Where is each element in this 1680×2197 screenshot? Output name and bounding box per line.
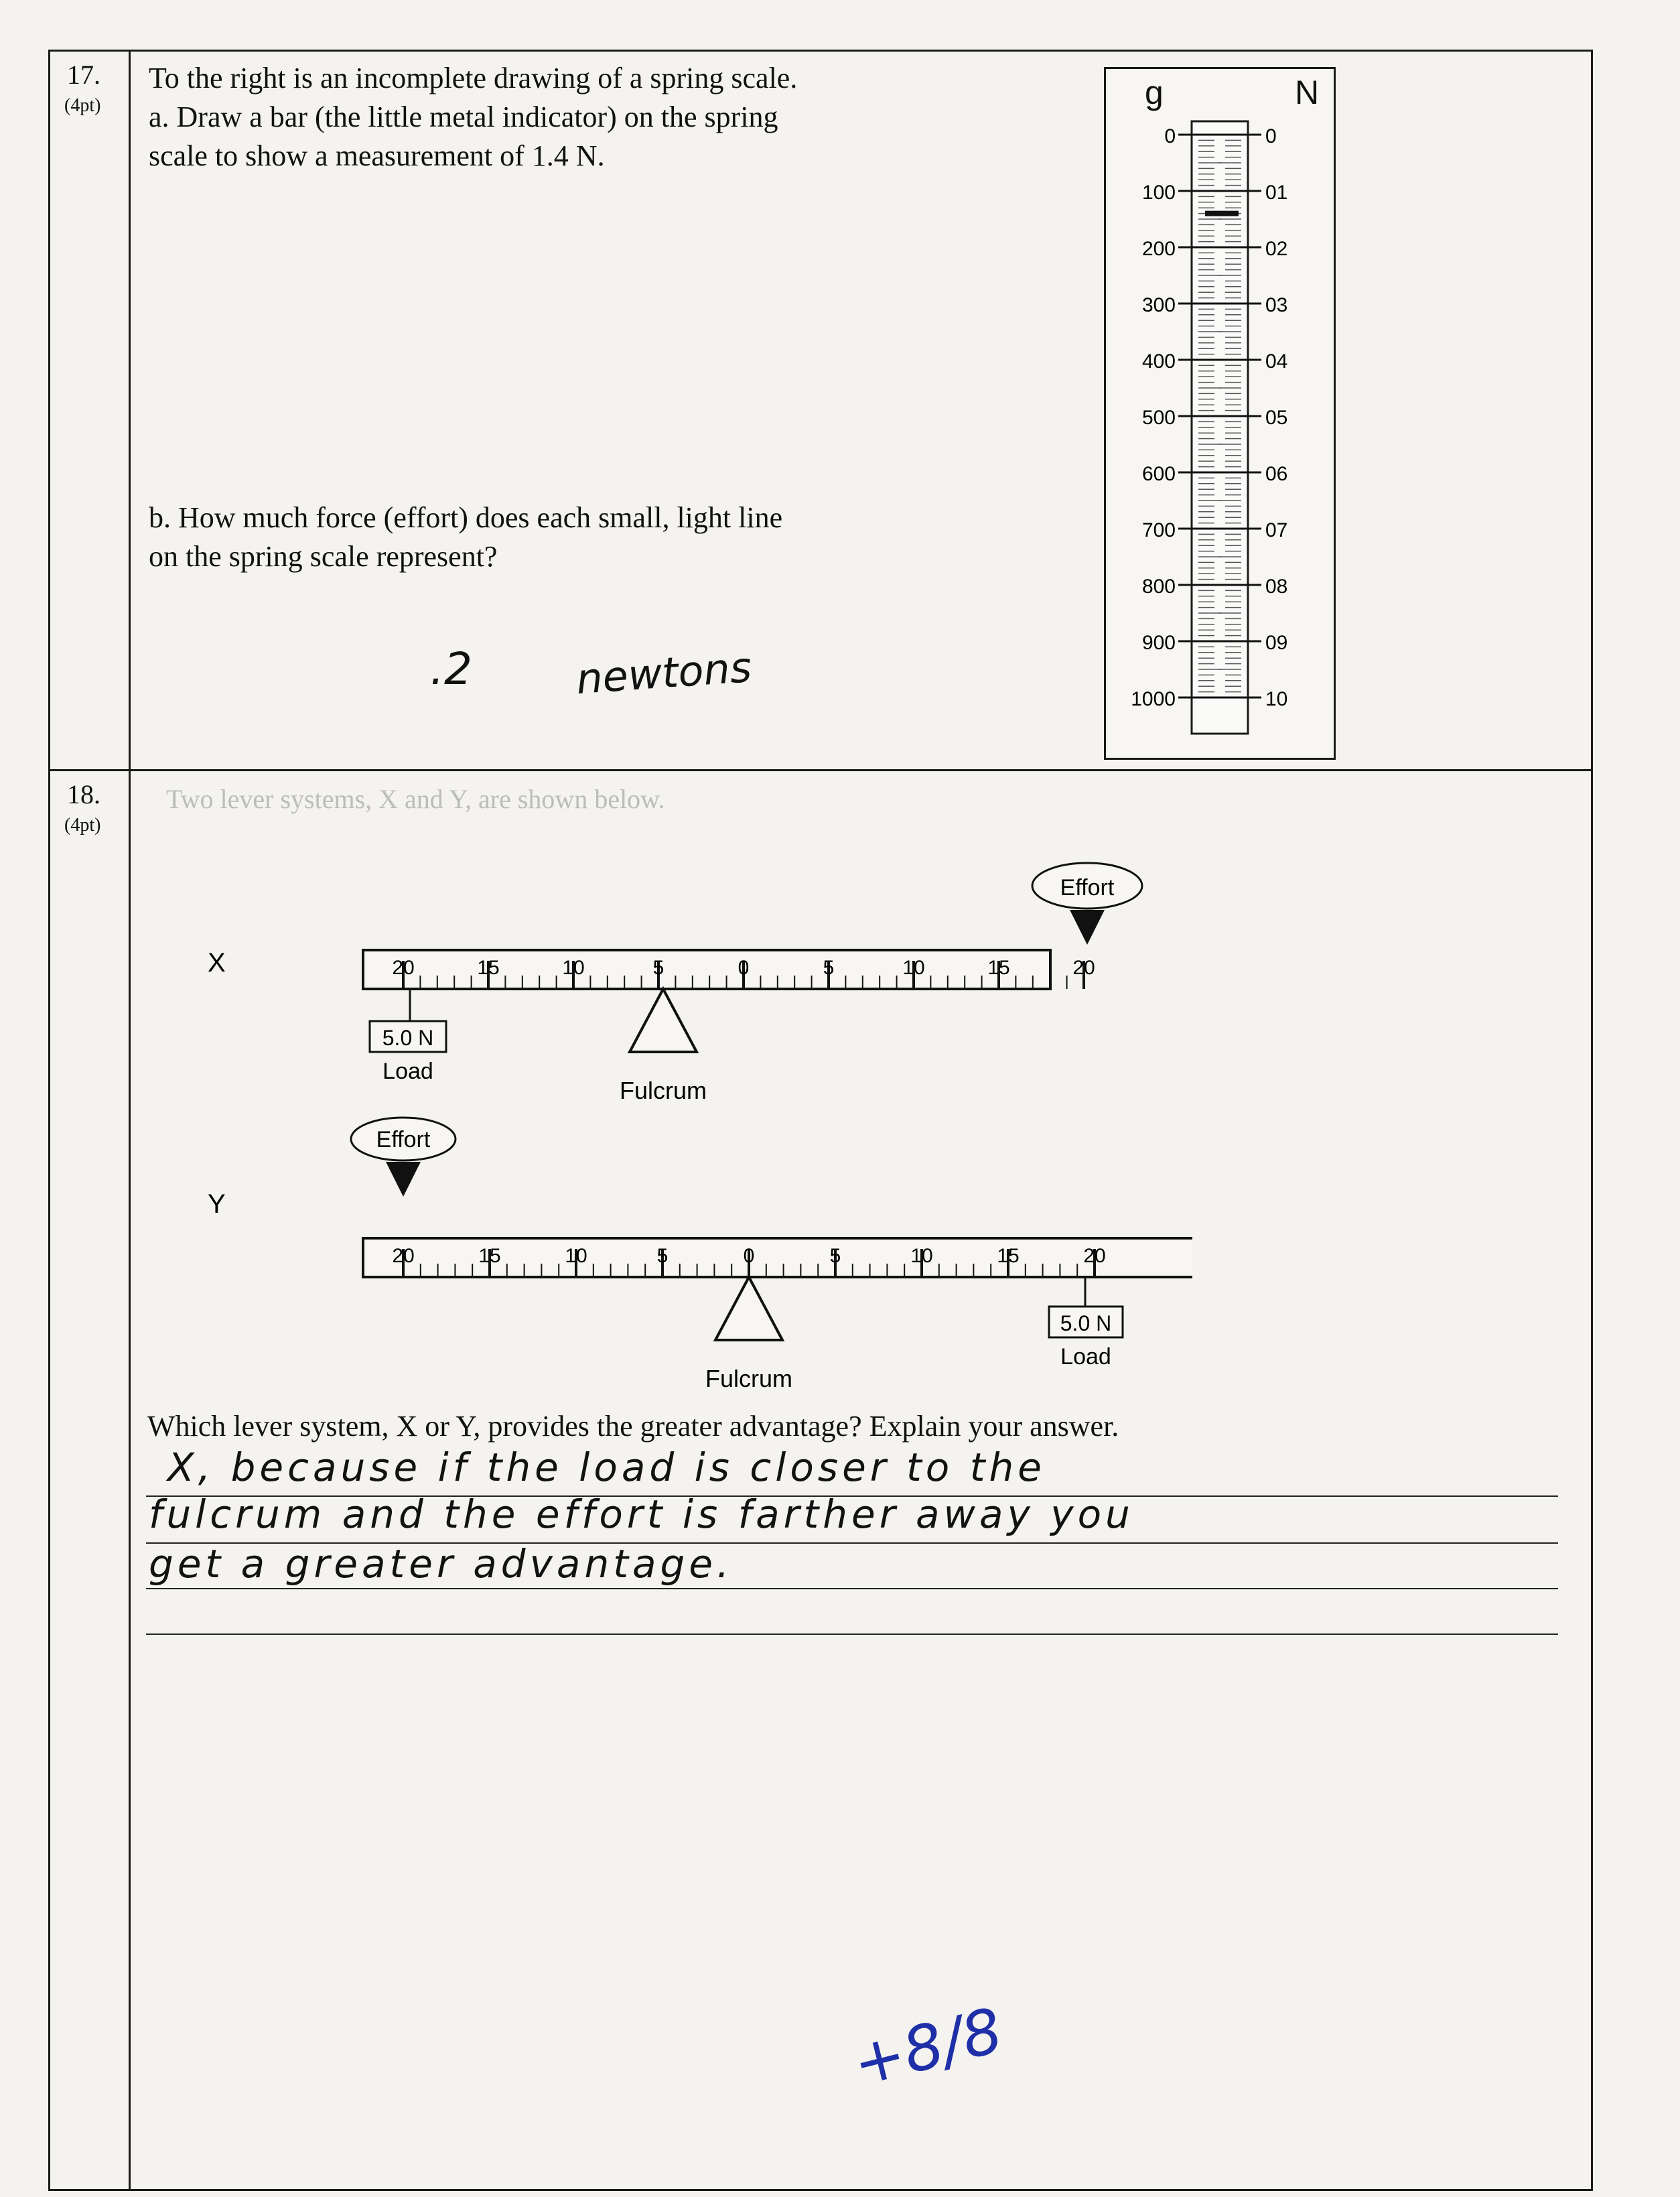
question-17-line: scale to show a measurement of 1.4 N.	[149, 139, 605, 172]
lever-x	[208, 863, 1142, 1104]
lever-tick-label: 0	[738, 957, 750, 979]
row-divider	[48, 769, 1591, 771]
gram-tick-label: 900	[1141, 632, 1176, 654]
question-17-part-b	[149, 498, 1087, 576]
gram-tick-label: 300	[1141, 294, 1176, 316]
handwritten-answer-line: fulcrum and the effort is farther away you	[149, 1491, 1134, 1537]
lever-y-effort-label: Effort	[376, 1127, 431, 1152]
lever-y-fulcrum	[715, 1277, 782, 1340]
grade-mark: +8/8	[845, 1994, 1009, 2101]
gram-tick-label: 800	[1141, 576, 1176, 598]
lever-y-effort-arrow	[386, 1162, 421, 1197]
lever-x-label: X	[208, 948, 226, 978]
lever-tick-label: 20	[392, 957, 415, 979]
lever-tick-label: 10	[562, 957, 585, 979]
lever-tick-label: 15	[997, 1245, 1020, 1267]
lever-y-load-value: 5.0 N	[1060, 1311, 1112, 1335]
spring-scale	[1104, 67, 1336, 760]
newton-tick-label: 02	[1265, 238, 1288, 260]
newton-tick-label: 09	[1265, 632, 1288, 654]
lever-x-fulcrum-label: Fulcrum	[619, 1077, 707, 1104]
lever-x-effort-label: Effort	[1060, 875, 1115, 901]
handwritten-answer-line: get a greater advantage.	[149, 1541, 733, 1587]
gram-tick-label: 600	[1141, 463, 1176, 485]
newton-tick-label: 04	[1265, 350, 1288, 373]
gram-tick-label: 500	[1141, 407, 1176, 429]
gram-tick-label: 0	[1164, 125, 1176, 147]
gram-tick-label: 200	[1141, 238, 1176, 260]
handwritten-answer-line: X, because if the load is closer to the	[167, 1445, 1046, 1490]
newtons-unit-label: N	[1295, 74, 1320, 111]
gram-tick-label: 100	[1141, 182, 1176, 204]
handwritten-answer-value: .2	[430, 643, 472, 695]
answer-line	[146, 1588, 1558, 1589]
handwritten-answer-unit: newtons	[574, 642, 754, 704]
newton-tick-label: 03	[1265, 294, 1288, 316]
gram-tick-label: 700	[1141, 519, 1176, 541]
spring-scale-graduations	[1106, 69, 1334, 758]
newton-tick-label: 08	[1265, 576, 1288, 598]
newton-tick-label: 07	[1265, 519, 1288, 541]
question-17-line: b. How much force (effort) does each small, light line	[149, 501, 783, 534]
lever-tick-label: 20	[1083, 1245, 1106, 1267]
lever-y	[208, 1118, 1192, 1392]
newton-tick-label: 05	[1265, 407, 1288, 429]
lever-diagrams	[188, 851, 1192, 1454]
lever-y-load-label: Load	[1060, 1344, 1111, 1370]
question-17-line: To the right is an incomplete drawing of a spring scale.	[149, 62, 798, 94]
lever-tick-label: 0	[743, 1245, 755, 1267]
newton-tick-label: 10	[1265, 688, 1288, 710]
lever-y-label: Y	[208, 1189, 226, 1219]
lever-x-load-value: 5.0 N	[382, 1026, 434, 1050]
question-18-intro: Two lever systems, X and Y, are shown below.	[166, 784, 665, 814]
number-column-divider	[129, 50, 131, 2189]
indicator-bar	[1205, 211, 1239, 216]
question-17-line: on the spring scale represent?	[149, 540, 498, 573]
lever-tick-label: 5	[829, 1245, 841, 1267]
lever-tick-label: 20	[392, 1245, 415, 1267]
lever-tick-label: 5	[823, 957, 835, 979]
lever-tick-label: 5	[656, 1245, 669, 1267]
question-17-number: 17.	[67, 60, 100, 90]
lever-y-fulcrum-label: Fulcrum	[705, 1365, 793, 1392]
question-18-prompt: Which lever system, X or Y, provides the greater advantage? Explain your answer.	[147, 1410, 1119, 1443]
gram-tick-label: 400	[1141, 350, 1176, 373]
lever-tick-label: 10	[902, 957, 925, 979]
question-18-number: 18.	[67, 779, 100, 809]
newton-tick-label: 0	[1265, 125, 1277, 147]
lever-tick-label: 15	[477, 957, 500, 979]
lever-tick-label: 15	[987, 957, 1010, 979]
lever-tick-label: 5	[652, 957, 664, 979]
answer-line	[146, 1634, 1558, 1635]
question-17-points: (4pt)	[64, 95, 101, 116]
newton-tick-label: 01	[1265, 182, 1288, 204]
lever-x-load-label: Load	[382, 1059, 433, 1084]
gram-tick-label: 1000	[1131, 688, 1176, 710]
lever-tick-label: 20	[1072, 957, 1095, 979]
lever-x-fulcrum	[630, 989, 697, 1052]
newton-tick-label: 06	[1265, 463, 1288, 485]
question-17-line: a. Draw a bar (the little metal indicator) on the spring	[149, 101, 778, 133]
lever-tick-label: 10	[565, 1245, 587, 1267]
question-18-points: (4pt)	[64, 815, 101, 836]
lever-tick-label: 15	[478, 1245, 501, 1267]
lever-tick-label: 10	[910, 1245, 933, 1267]
question-17-part-a	[149, 59, 1087, 176]
lever-x-effort-arrow	[1070, 910, 1105, 945]
grams-unit-label: g	[1145, 74, 1164, 111]
